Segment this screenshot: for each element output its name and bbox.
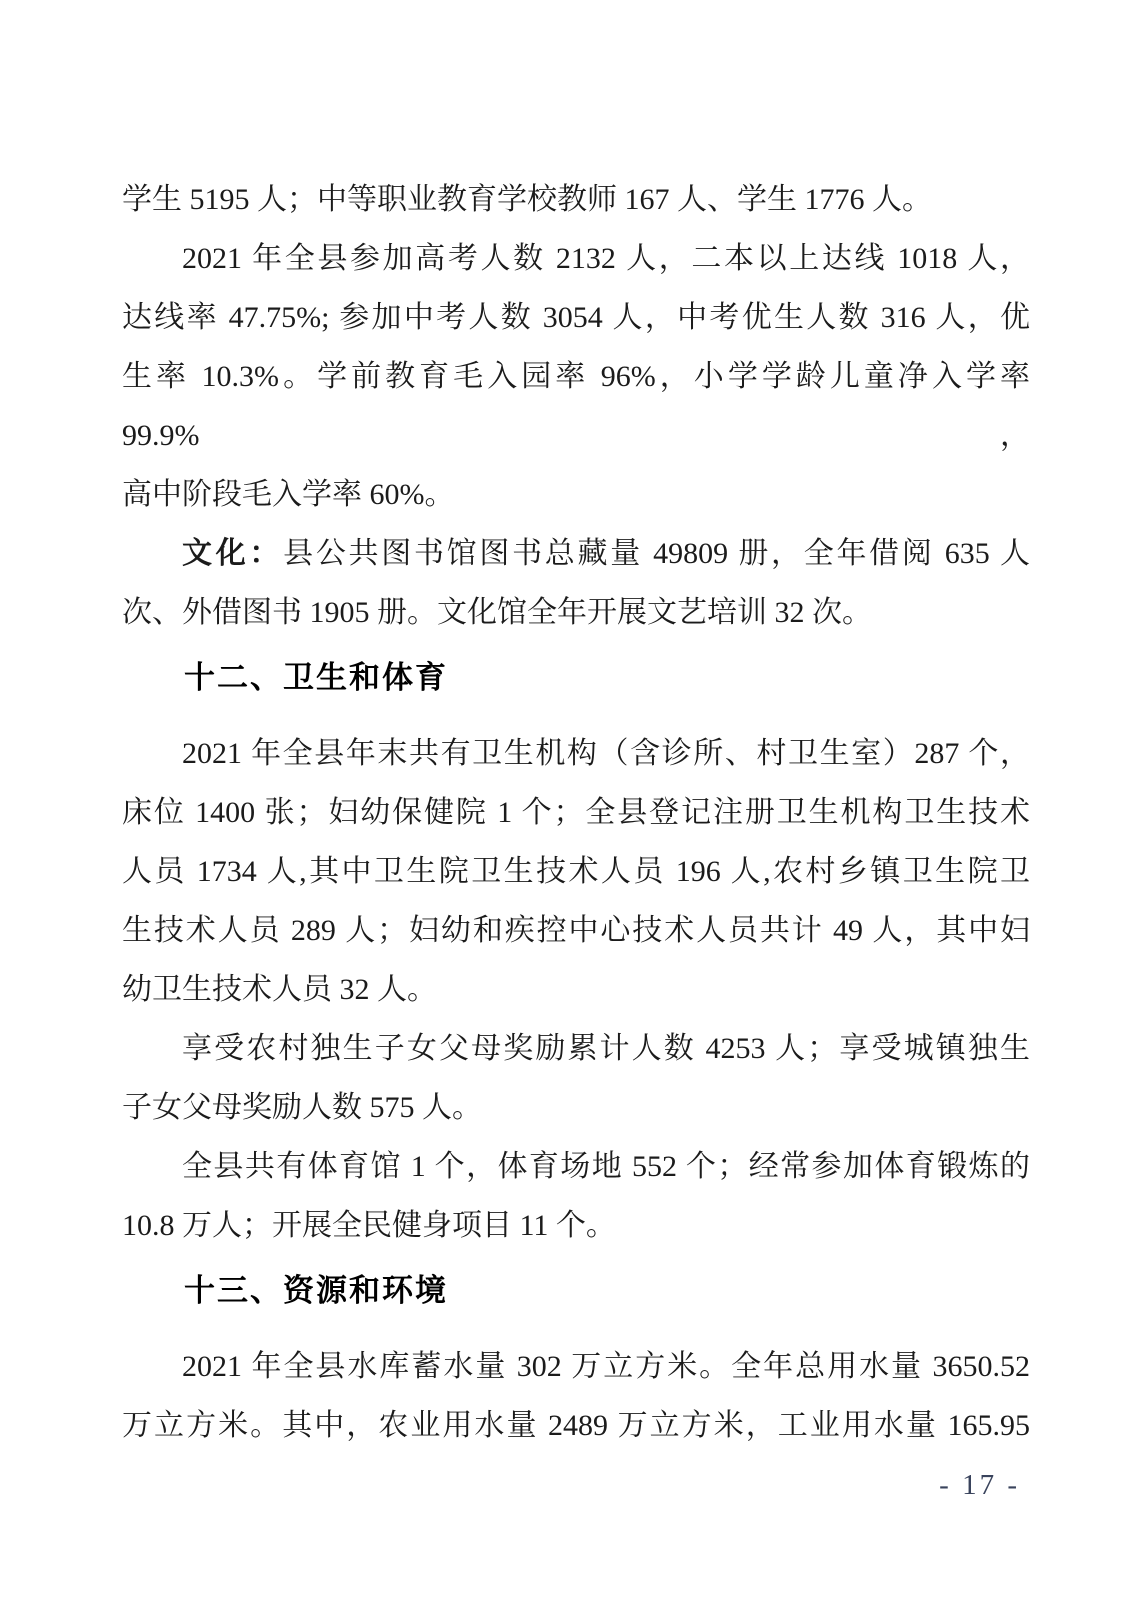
text-line: 达线率 47.75%; 参加中考人数 3054 人，中考优生人数 316 人，优	[122, 301, 1030, 334]
paragraph-onechild-reward	[122, 1019, 1030, 1137]
text-line: 10.8 万人；开展全民健身项目 11 个。	[122, 1209, 616, 1242]
section-heading-health: 十二、卫生和体育	[184, 660, 448, 695]
text-line: 2021 年全县参加高考人数 2132 人，二本以上达线 1018 人，	[182, 242, 1030, 275]
text-line-students: 学生 5195 人；中等职业教育学校教师 167 人、学生 1776 人。	[122, 183, 932, 216]
text-line: 生率 10.3%。学前教育毛入园率 96%，小学学龄儿童净入学率 99.9%，	[122, 360, 1030, 452]
text-line: 高中阶段毛入学率 60%。	[122, 478, 455, 511]
text-line: 幼卫生技术人员 32 人。	[122, 973, 437, 1006]
text-line: 万立方米。其中，农业用水量 2489 万立方米，工业用水量 165.95	[122, 1409, 1030, 1442]
text-line	[122, 524, 1030, 583]
paragraph-water	[122, 1337, 1030, 1455]
text-line: 生技术人员 289 人；妇幼和疾控中心技术人员共计 49 人，其中妇	[122, 914, 1030, 947]
paragraph-health-institutions	[122, 724, 1030, 1019]
text-line: 子女父母奖励人数 575 人。	[122, 1091, 482, 1124]
text-line: 享受农村独生子女父母奖励累计人数 4253 人；享受城镇独生	[182, 1032, 1030, 1065]
document-content	[122, 170, 1030, 1455]
culture-label: 文化：	[182, 537, 284, 570]
text-line: 次、外借图书 1905 册。文化馆全年开展文艺培训 32 次。	[122, 596, 872, 629]
text-line: 2021 年全县年末共有卫生机构（含诊所、村卫生室）287 个，	[182, 737, 1030, 770]
text-line: 2021 年全县水库蓄水量 302 万立方米。全年总用水量 3650.52	[182, 1350, 1030, 1383]
text-line: 人员 1734 人,其中卫生院卫生技术人员 196 人,农村乡镇卫生院卫	[122, 855, 1030, 888]
paragraph-culture	[122, 524, 1030, 642]
culture-text: 县公共图书馆图书总藏量 49809 册，全年借阅 635 人	[283, 537, 1030, 570]
text-line: 全县共有体育馆 1 个，体育场地 552 个；经常参加体育锻炼的	[182, 1150, 1030, 1183]
section-heading-resources: 十三、资源和环境	[184, 1273, 448, 1308]
paragraph-exam-stats	[122, 229, 1030, 524]
page-number: - 17 -	[939, 1469, 1020, 1501]
paragraph-sports	[122, 1137, 1030, 1255]
text-line: 床位 1400 张；妇幼保健院 1 个；全县登记注册卫生机构卫生技术	[122, 796, 1030, 829]
